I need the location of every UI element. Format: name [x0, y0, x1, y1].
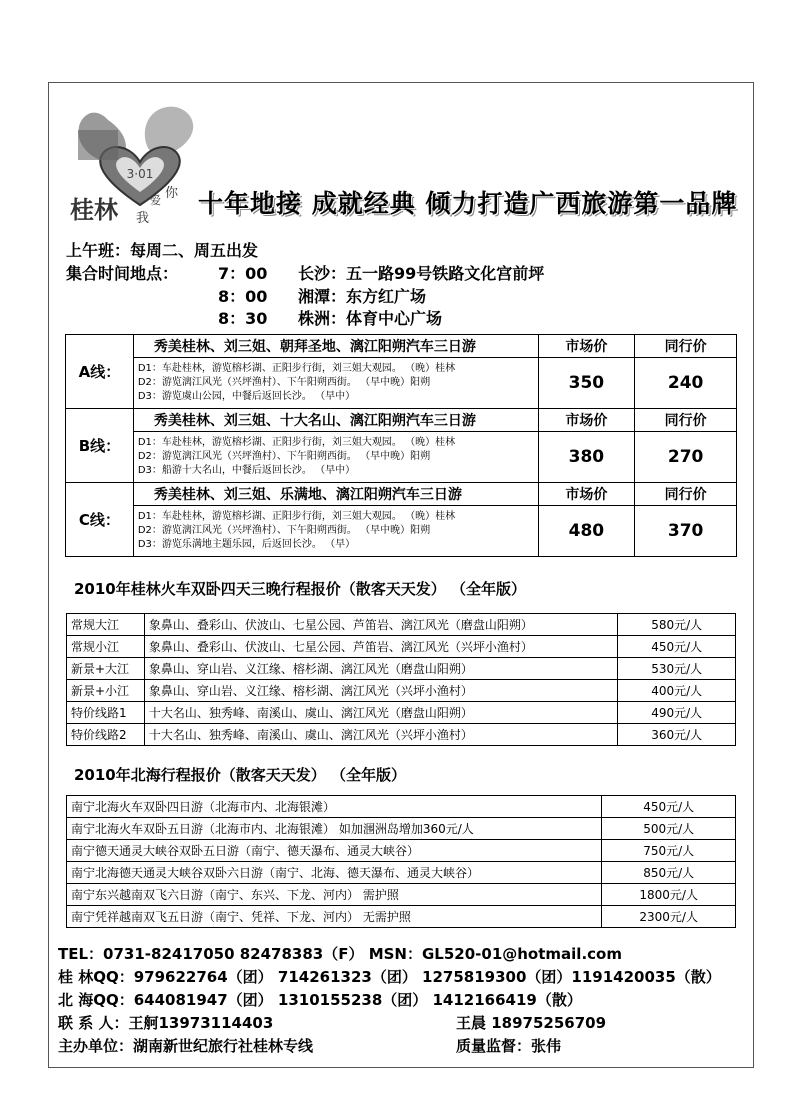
line-b-body — [66, 432, 737, 483]
route-stops: 南宁东兴越南双飞六日游（南宁、东兴、下龙、河内） 需护照 — [67, 884, 602, 906]
line-c-header — [66, 483, 737, 506]
line-c-peer-price: 370 — [635, 506, 737, 557]
route-name: 新景+小江 — [67, 680, 145, 702]
table-row — [67, 906, 736, 928]
route-stops: 象鼻山、叠彩山、伏波山、七星公园、芦笛岩、漓江风光（兴坪小渔村） — [144, 636, 617, 658]
quality-supervisor: 质量监督：张伟 — [456, 1037, 562, 1055]
organizer: 主办单位：湖南新世纪旅行社桂林专线 — [58, 1037, 314, 1055]
day-item: D2：游览漓江风光（兴坪渔村）、下午阳朔西街。 （早中晚）阳朔 — [137, 525, 431, 536]
route-price: 500元/人 — [602, 818, 736, 840]
day-item: D1：车赴桂林，游览榕杉湖、正阳步行街，刘三姐大观园。 （晚）桂林 — [137, 437, 456, 448]
line-c-market-price: 480 — [538, 506, 635, 557]
tour-lines-table — [65, 334, 737, 557]
day-item: D3：船游十大名山，中餐后返回长沙。 （早中） — [137, 465, 356, 476]
line-c-body — [66, 506, 737, 557]
line-a-title: 秀美桂林、刘三姐、朝拜圣地、漓江阳朔汽车三日游 — [133, 335, 538, 358]
stop-time-1: 7：00 — [218, 264, 268, 283]
route-price: 580元/人 — [618, 614, 736, 636]
table-row — [67, 840, 736, 862]
day-item: D1：车赴桂林，游览榕杉湖、正阳步行街，刘三姐大观园。 （晚）桂林 — [137, 363, 456, 374]
route-price: 530元/人 — [618, 658, 736, 680]
line-a-body — [66, 358, 737, 409]
route-name: 特价线路2 — [67, 724, 145, 746]
route-price: 750元/人 — [602, 840, 736, 862]
line-a-days — [133, 358, 538, 409]
line-c-label: C线： — [66, 483, 134, 557]
route-price: 360元/人 — [618, 724, 736, 746]
market-price-header: 市场价 — [538, 409, 635, 432]
contact-person: 联 系 人：王舸13973114403 — [58, 1014, 274, 1032]
line-c-title: 秀美桂林、刘三姐、乐满地、漓江阳朔汽车三日游 — [133, 483, 538, 506]
slogan: 十年地接 成就经典 倾力打造广西旅游第一品牌 — [198, 189, 738, 218]
line-a-label: A线： — [66, 335, 134, 409]
meeting-label: 集合时间地点： — [66, 264, 179, 283]
line-b-label: B线： — [66, 409, 134, 483]
route-price: 490元/人 — [618, 702, 736, 724]
route-stops: 南宁凭祥越南双飞五日游（南宁、凭祥、下龙、河内） 无需护照 — [67, 906, 602, 928]
logo-text-ai: 爱 — [150, 194, 161, 207]
table-row — [67, 658, 736, 680]
logo-text-wo: 我 — [136, 211, 150, 226]
beihai-price-table — [66, 795, 736, 928]
stop-time-3: 8：30 — [218, 309, 268, 328]
route-price: 450元/人 — [602, 796, 736, 818]
route-price: 400元/人 — [618, 680, 736, 702]
table-row — [67, 636, 736, 658]
schedule-line1: 上午班：每周二、周五出发 — [66, 241, 259, 260]
train-section-title: 2010年桂林火车双卧四天三晚行程报价（散客天天发） （全年版） — [74, 580, 526, 598]
table-row — [67, 862, 736, 884]
table-row — [67, 796, 736, 818]
table-row — [67, 702, 736, 724]
route-stops: 象鼻山、穿山岩、义江缘、榕杉湖、漓江风光（磨盘山阳朔） — [144, 658, 617, 680]
table-row — [67, 724, 736, 746]
route-name: 常规大江 — [67, 614, 145, 636]
route-stops: 象鼻山、穿山岩、义江缘、榕杉湖、漓江风光（兴坪小渔村） — [144, 680, 617, 702]
table-row — [67, 680, 736, 702]
line-a-peer-price: 240 — [635, 358, 737, 409]
line-b-title: 秀美桂林、刘三姐、十大名山、漓江阳朔汽车三日游 — [133, 409, 538, 432]
line-b-header — [66, 409, 737, 432]
beihai-qq: 北 海QQ：644081947（团） 1310155238（团） 1412166419（散） — [58, 991, 582, 1009]
route-price: 450元/人 — [618, 636, 736, 658]
stop-place-3: 株洲：体育中心广场 — [298, 309, 443, 328]
route-price: 850元/人 — [602, 862, 736, 884]
route-stops: 十大名山、独秀峰、南溪山、虞山、漓江风光（磨盘山阳朔） — [144, 702, 617, 724]
stop-place-1: 长沙：五一路99号铁路文化宫前坪 — [298, 264, 545, 283]
table-row — [67, 614, 736, 636]
peer-price-header: 同行价 — [635, 483, 737, 506]
route-stops: 南宁北海火车双卧五日游（北海市内、北海银滩） 如加涠洲岛增加360元/人 — [67, 818, 602, 840]
day-item: D2：游览漓江风光（兴坪渔村）、下午阳朔西街。 （早中晚）阳朔 — [137, 451, 431, 462]
table-row — [67, 818, 736, 840]
line-a-market-price: 350 — [538, 358, 635, 409]
route-stops: 南宁北海火车双卧四日游（北海市内、北海银滩） — [67, 796, 602, 818]
day-item: D3：游览虞山公园，中餐后返回长沙。 （早中） — [137, 391, 356, 402]
market-price-header: 市场价 — [538, 483, 635, 506]
table-row — [67, 884, 736, 906]
train-price-table — [66, 613, 736, 746]
stop-place-2: 湘潭：东方红广场 — [298, 287, 427, 306]
contact-person-2: 王晨 18975256709 — [456, 1014, 607, 1032]
line-b-market-price: 380 — [538, 432, 635, 483]
line-a-header — [66, 335, 737, 358]
route-price: 1800元/人 — [602, 884, 736, 906]
peer-price-header: 同行价 — [635, 409, 737, 432]
route-stops: 南宁北海德天通灵大峡谷双卧六日游（南宁、北海、德天瀑布、通灵大峡谷） — [67, 862, 602, 884]
guilin-qq: 桂 林QQ：979622764（团） 714261323（团） 1275819300（团）1191420035（散） — [58, 968, 721, 986]
line-b-peer-price: 270 — [635, 432, 737, 483]
contact-tel: TEL：0731-82417050 82478383（F） MSN：GL520-01@hotmail.com — [58, 945, 622, 963]
route-name: 特价线路1 — [67, 702, 145, 724]
stop-time-2: 8：00 — [218, 287, 268, 306]
peer-price-header: 同行价 — [635, 335, 737, 358]
line-c-days — [133, 506, 538, 557]
logo-text-guilin: 桂林 — [70, 196, 118, 224]
route-name: 常规小江 — [67, 636, 145, 658]
svg-text:3·01: 3·01 — [126, 167, 154, 181]
market-price-header: 市场价 — [538, 335, 635, 358]
day-item: D1：车赴桂林，游览榕杉湖、正阳步行街，刘三姐大观园。 （晚）桂林 — [137, 511, 456, 522]
route-stops: 十大名山、独秀峰、南溪山、虞山、漓江风光（兴坪小渔村） — [144, 724, 617, 746]
line-b-days — [133, 432, 538, 483]
route-stops: 象鼻山、叠彩山、伏波山、七星公园、芦笛岩、漓江风光（磨盘山阳朔） — [144, 614, 617, 636]
day-item: D3：游览乐满地主题乐园，后返回长沙。 （早） — [137, 539, 356, 550]
route-stops: 南宁德天通灵大峡谷双卧五日游（南宁、德天瀑布、通灵大峡谷） — [67, 840, 602, 862]
route-name: 新景+大江 — [67, 658, 145, 680]
route-price: 2300元/人 — [602, 906, 736, 928]
logo-text-ni: 你 — [165, 186, 179, 201]
day-item: D2：游览漓江风光（兴坪渔村）、下午阳朔西街。 （早中晚）阳朔 — [137, 377, 431, 388]
beihai-section-title: 2010年北海行程报价（散客天天发） （全年版） — [74, 766, 406, 784]
